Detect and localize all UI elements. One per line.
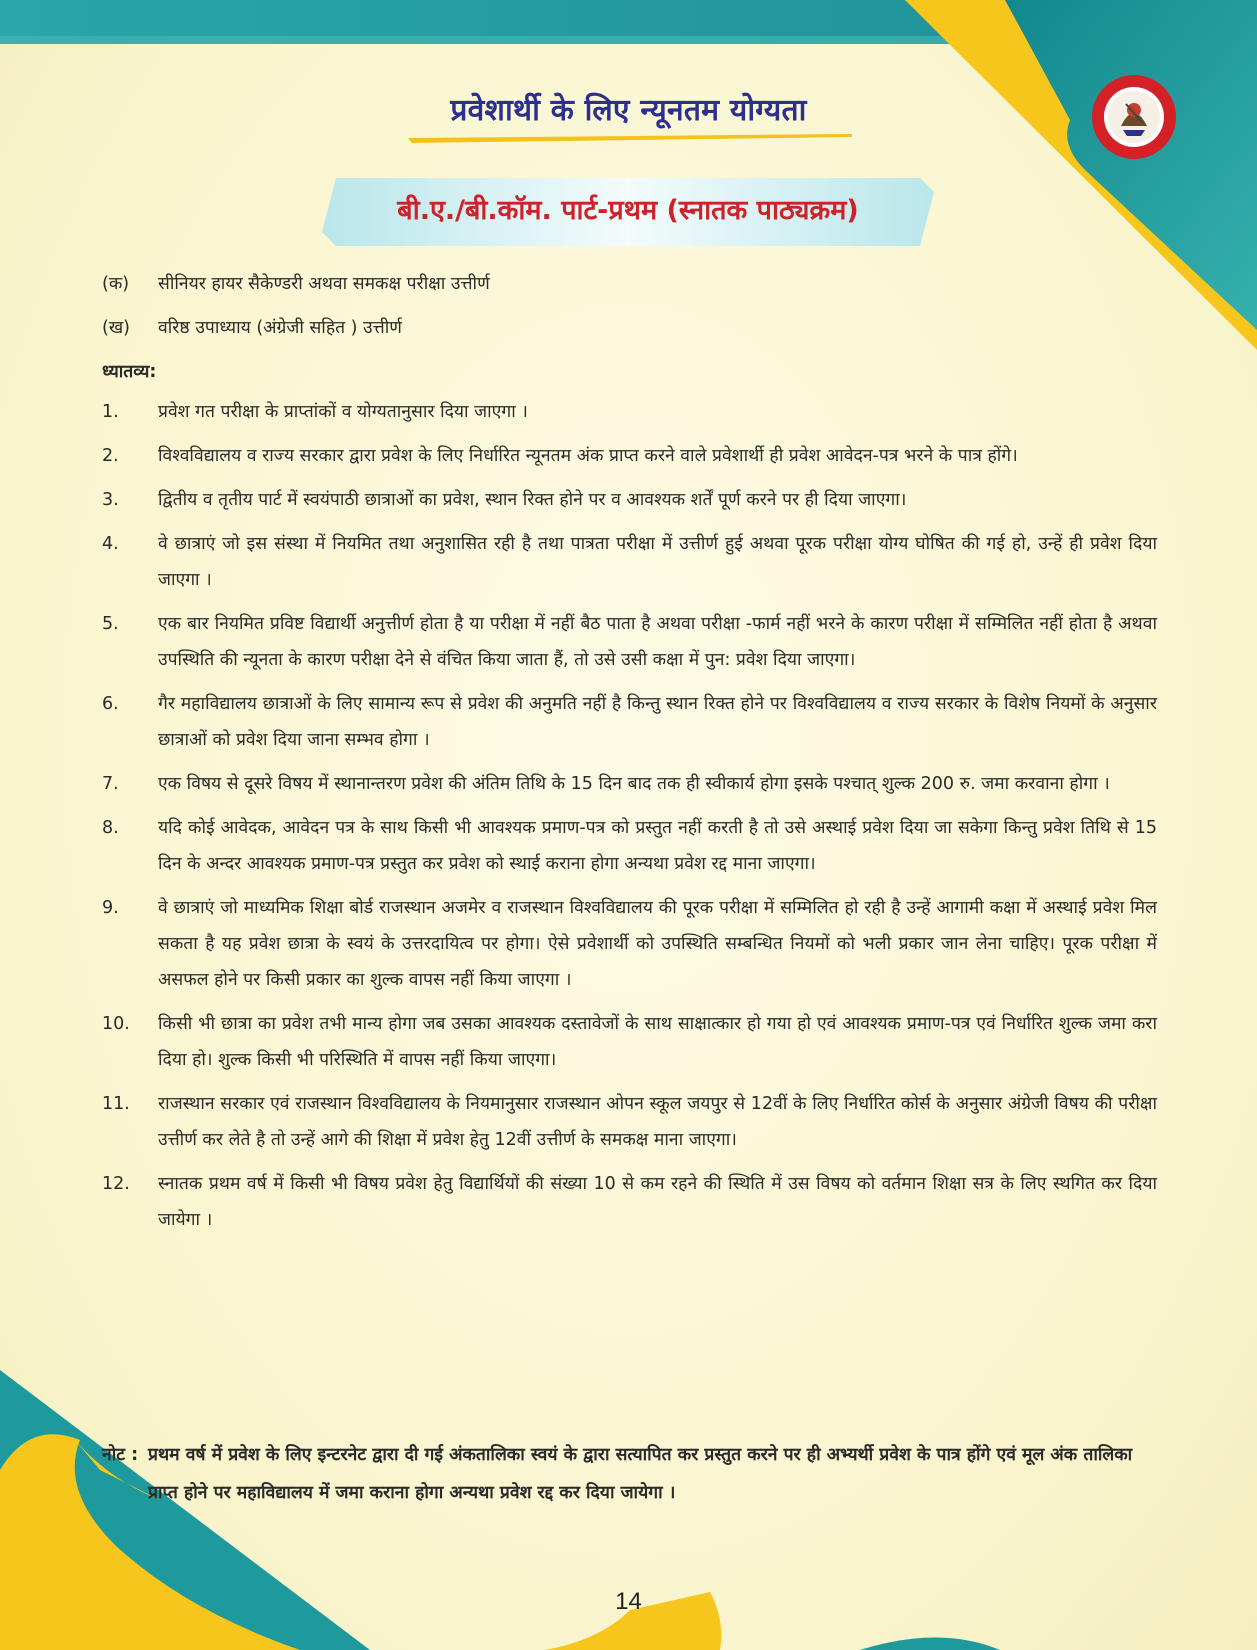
note-text: प्रथम वर्ष में प्रवेश के लिए इन्टरनेट द्वारा दी गई अंकतालिका स्वयं के द्वारा सत्यापित कर प्रस्तुत करने पर ही अभ्यर्थी प्रवेश के पात्र होंगे एवं मूल अंक तालिका प्राप्त होने पर महाविद्यालय में जमा कराना होगा अन्यथा प्रवेश रद्द कर दिया जायेगा । (148, 1445, 1133, 1503)
list-item (102, 1166, 1157, 1238)
item-text: यदि कोई आवेदक, आवेदन पत्र के साथ किसी भी आवश्यक प्रमाण-पत्र को प्रस्तुत नहीं करती है तो उसे अस्थाई प्रवेश दिया जा सकेगा किन्तु प्रवेश तिथि से 15 दिन के अन्दर आवश्यक प्रमाण-पत्र प्रस्तुत कर प्रवेश को स्थाई कराना होगा अन्यथा प्रवेश रद्द माना जाएगा। (158, 818, 1157, 874)
list-item (102, 1006, 1157, 1078)
qualification-item (102, 310, 1157, 346)
item-number: 11. (102, 1094, 130, 1114)
item-number: 9. (102, 898, 119, 918)
item-number: 8. (102, 818, 119, 838)
item-text: द्वितीय व तृतीय पार्ट में स्वयंपाठी छात्राओं का प्रवेश, स्थान रिक्त होने पर व आवश्यक शर्तें पूर्ण करने पर ही दिया जाएगा। (158, 490, 907, 510)
list-item (102, 526, 1157, 598)
item-number: 12. (102, 1174, 130, 1194)
qualification-label: (ख) (102, 318, 130, 338)
item-number: 10. (102, 1014, 130, 1034)
main-content (102, 266, 1157, 1246)
notes-heading: ध्यातव्य: (102, 362, 157, 382)
page-number: 14 (615, 1588, 642, 1615)
item-text: वे छात्राएं जो माध्यमिक शिक्षा बोर्ड राजस्थान अजमेर व राजस्थान विश्वविद्यालय की पूरक परीक्षा में सम्मिलित हो रही है उन्हें आगामी कक्षा में अस्थाई प्रवेश मिल सकता है यह प्रवेश छात्रा के स्वयं के उत्तरदायित्व पर होगा। ऐसे प्रवेशार्थी को उपस्थिति सम्बन्धित नियमों को भली प्रकार जान लेना चाहिए। पूरक परीक्षा में असफल होने पर किसी प्रकार का शुल्क वापस नहीं किया जाएगा । (158, 898, 1157, 990)
page-title: प्रवेशार्थी के लिए न्यूनतम योग्यता (450, 93, 807, 128)
note-block (102, 1436, 1157, 1512)
qualification-label: (क) (102, 274, 130, 294)
item-text: राजस्थान सरकार एवं राजस्थान विश्वविद्यालय के नियमानुसार राजस्थान ओपन स्कूल जयपुर से 12वीं के लिए निर्धारित कोर्स के अनुसार अंग्रेजी विषय की परीक्षा उत्तीर्ण कर लेते है तो उन्हें आगे की शिक्षा में प्रवेश हेतु 12वीं उत्तीर्ण के समकक्ष माना जाएगा। (158, 1094, 1157, 1150)
item-text: किसी भी छात्रा का प्रवेश तभी मान्य होगा जब उसका आवश्यक दस्तावेजों के साथ साक्षात्कार हो गया हो एवं आवश्यक प्रमाण-पत्र एवं निर्धारित शुल्क जमा करा दिया हो। शुल्क किसी भी परिस्थिति में वापस नहीं किया जाएगा। (158, 1014, 1157, 1070)
list-item (102, 394, 1157, 430)
item-number: 5. (102, 614, 119, 634)
item-number: 1. (102, 402, 119, 422)
item-number: 6. (102, 694, 119, 714)
note-label: नोट : (102, 1445, 139, 1465)
qualification-text: वरिष्ठ उपाध्याय (अंग्रेजी सहित ) उत्तीर्ण (158, 318, 402, 338)
item-text: एक विषय से दूसरे विषय में स्थानान्तरण प्रवेश की अंतिम तिथि के 15 दिन बाद तक ही स्वीकार्य होगा इसके पश्चात् शुल्क 200 रु. जमा करवाना होगा । (158, 774, 1110, 794)
list-item (102, 606, 1157, 678)
qualification-text: सीनियर हायर सैकेण्डरी अथवा समकक्ष परीक्षा उत्तीर्ण (158, 274, 490, 294)
item-number: 3. (102, 490, 119, 510)
list-item (102, 766, 1157, 802)
item-number: 4. (102, 534, 119, 554)
title-underline (408, 134, 852, 143)
section-subtitle: बी.ए./बी.कॉम. पार्ट-प्रथम (स्नातक पाठ्यक्रम) (397, 195, 859, 226)
list-item (102, 438, 1157, 474)
list-item (102, 482, 1157, 518)
item-text: स्नातक प्रथम वर्ष में किसी भी विषय प्रवेश हेतु विद्यार्थियों की संख्या 10 से कम रहने की स्थिति में उस विषय को वर्तमान शिक्षा सत्र के लिए स्थगित कर दिया जायेगा । (158, 1174, 1157, 1230)
list-item (102, 890, 1157, 998)
item-text: एक बार नियमित प्रविष्ट विद्यार्थी अनुत्तीर्ण होता है या परीक्षा में नहीं बैठ पाता है अथवा परीक्षा -फार्म नहीं भरने के कारण परीक्षा में सम्मिलित नहीं होता है अथवा उपस्थिति की न्यूनता के कारण परीक्षा देने से वंचित किया जाता हैं, तो उसे उसी कक्षा में पुन: प्रवेश दिया जाएगा। (158, 614, 1157, 670)
item-number: 2. (102, 446, 119, 466)
item-text: प्रवेश गत परीक्षा के प्राप्तांकों व योग्यतानुसार दिया जाएगा । (158, 402, 528, 422)
list-item (102, 810, 1157, 882)
qualification-item (102, 266, 1157, 302)
item-text: विश्वविद्यालय व राज्य सरकार द्वारा प्रवेश के लिए निर्धारित न्यूनतम अंक प्राप्त करने वाले प्रवेशार्थी ही प्रवेश आवेदन-पत्र भरने के पात्र होंगे। (158, 446, 1018, 466)
item-text: वे छात्राएं जो इस संस्था में नियमित तथा अनुशासित रही है तथा पात्रता परीक्षा में उत्तीर्ण हुई अथवा पूरक परीक्षा योग्य घोषित की गई हो, उन्हें ही प्रवेश दिया जाएगा । (158, 534, 1157, 590)
item-text: गैर महाविद्यालय छात्राओं के लिए सामान्य रूप से प्रवेश की अनुमति नहीं है किन्तु स्थान रिक्त होने पर विश्वविद्यालय व राज्य सरकार के विशेष नियमों के अनुसार छात्राओं को प्रवेश दिया जाना सम्भव होगा । (158, 694, 1157, 750)
list-item (102, 686, 1157, 758)
list-item (102, 1086, 1157, 1158)
item-number: 7. (102, 774, 119, 794)
